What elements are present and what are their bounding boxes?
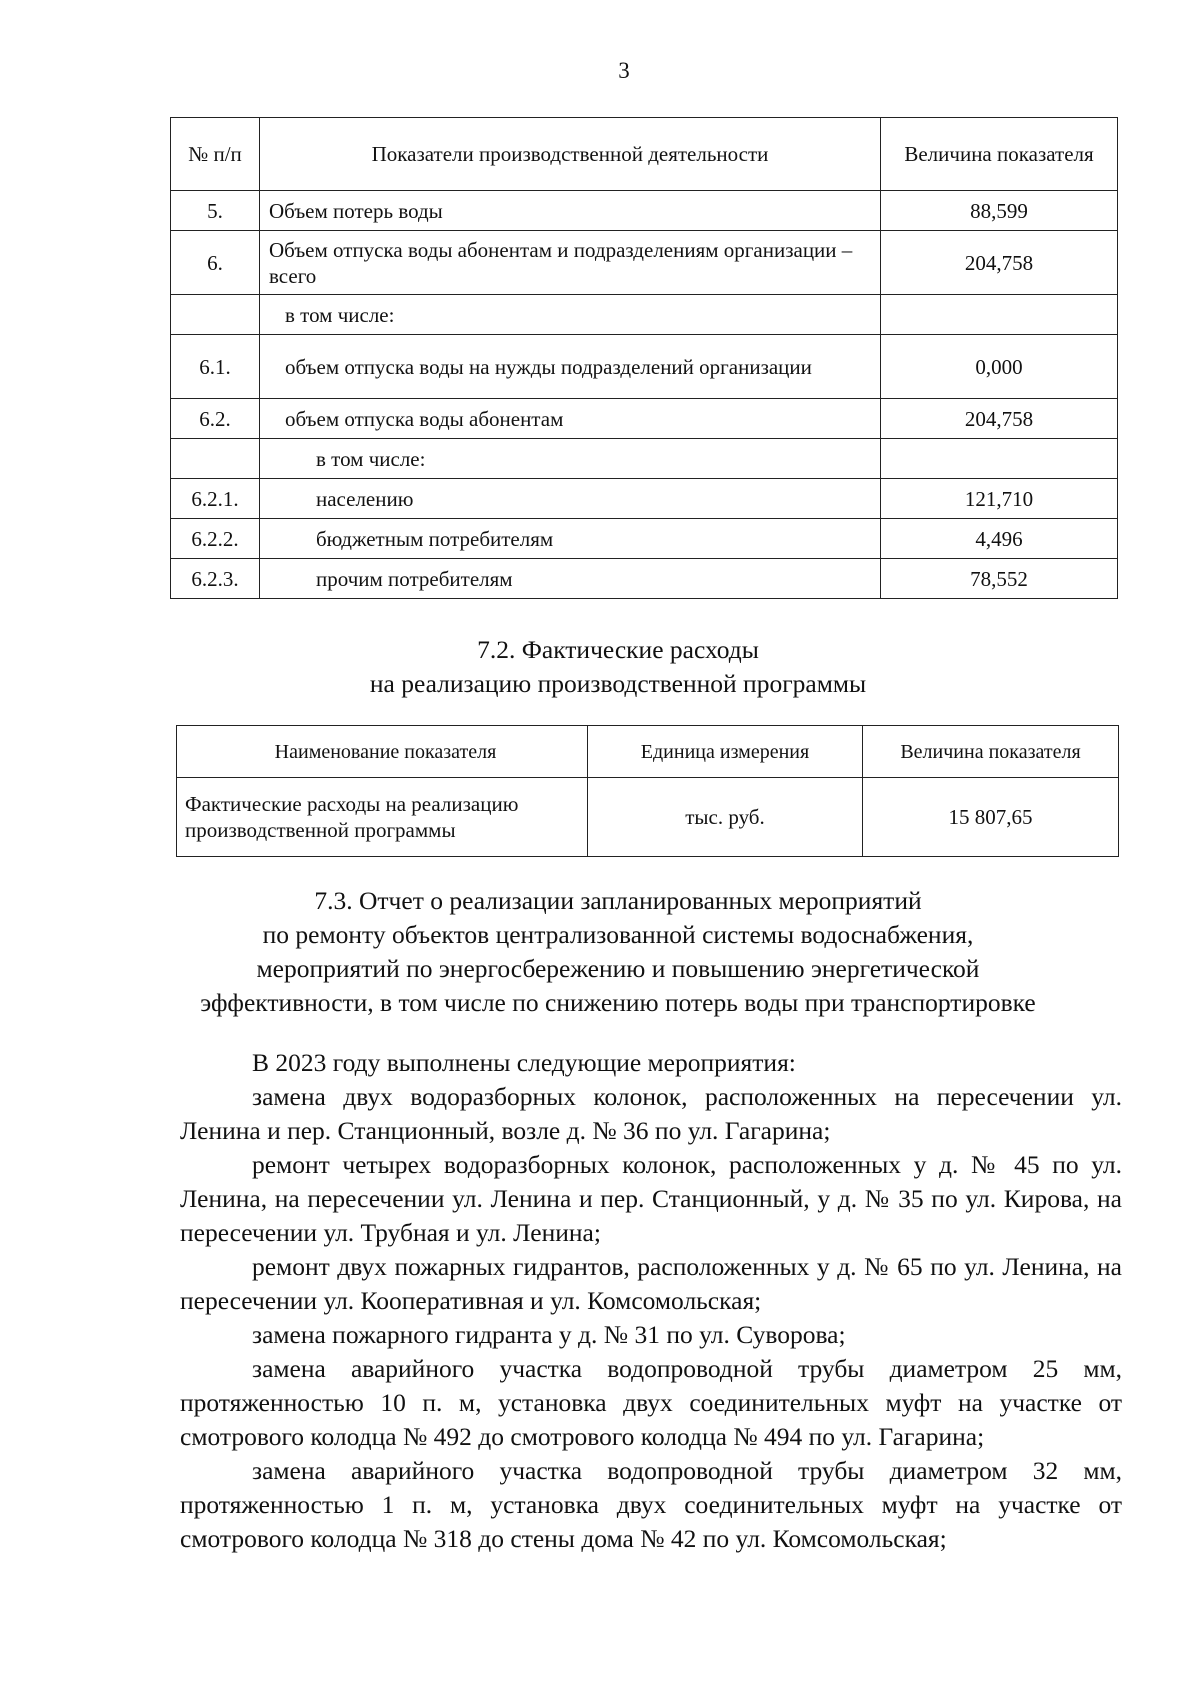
section-7-3-title-line: мероприятий по энергосбережению и повышению энергетической [256, 954, 980, 983]
row-number: 6.2.2. [171, 519, 260, 559]
table-header-row [171, 118, 1118, 191]
section-7-3-title-line: 7.3. Отчет о реализации запланированных мероприятий [314, 886, 922, 915]
row-indicator: населению [260, 479, 881, 519]
table-row [171, 231, 1118, 295]
row-value: 204,758 [881, 399, 1118, 439]
row-value: 0,000 [881, 335, 1118, 399]
row-unit: тыс. руб. [588, 778, 863, 857]
table-row [171, 519, 1118, 559]
row-indicator: в том числе: [260, 439, 881, 479]
row-number [171, 295, 260, 335]
intro-paragraph: В 2023 году выполнены следующие мероприятия: [252, 1048, 796, 1077]
row-value [881, 295, 1118, 335]
measure-paragraph: замена аварийного участка водопроводной трубы диаметром 32 мм, протяженностью 1 п. м, установка двух соединительных муфт на участке от смотрового колодца № 318 до стены дома № 42 по ул. Комсомольская; [180, 1456, 1122, 1553]
row-value: 78,552 [881, 559, 1118, 599]
row-number [171, 439, 260, 479]
header-indicator: Показатели производственной деятельности [260, 118, 881, 191]
row-number: 6.2.1. [171, 479, 260, 519]
measure-paragraph: ремонт двух пожарных гидрантов, расположенных у д. № 65 по ул. Ленина, на пересечении ул. Кооперативная и ул. Комсомольская; [180, 1252, 1122, 1315]
table-row [171, 295, 1118, 335]
measure-paragraph: замена двух водоразборных колонок, расположенных на пересечении ул. Ленина и пер. Станционный, возле д. № 36 по ул. Гагарина; [180, 1082, 1122, 1145]
row-indicator: прочим потребителям [260, 559, 881, 599]
header-value: Величина показателя [881, 118, 1118, 191]
row-value: 121,710 [881, 479, 1118, 519]
section-7-3-title-line: эффективности, в том числе по снижению потерь воды при транспортировке [200, 988, 1036, 1017]
measure-paragraph: замена аварийного участка водопроводной трубы диаметром 25 мм, протяженностью 10 п. м, установка двух соединительных муфт на участке от смотрового колодца № 492 до смотрового колодца № 494 по ул. Гагарина; [180, 1354, 1122, 1451]
table-row [171, 191, 1118, 231]
header-unit: Единица измерения [588, 726, 863, 778]
measures-list [180, 1046, 1122, 1556]
page-number: 3 [618, 58, 630, 83]
header-number: № п/п [171, 118, 260, 191]
row-value: 4,496 [881, 519, 1118, 559]
row-number: 6.2. [171, 399, 260, 439]
row-indicator-name: Фактические расходы на реализацию производственной программы [177, 778, 588, 857]
section-7-3-heading [0, 884, 1200, 1020]
table-row [171, 399, 1118, 439]
row-indicator: в том числе: [260, 295, 881, 335]
row-value [881, 439, 1118, 479]
row-value: 15 807,65 [863, 778, 1119, 857]
table-row [171, 559, 1118, 599]
row-indicator: объем отпуска воды на нужды подразделений организации [260, 335, 881, 399]
row-value: 204,758 [881, 231, 1118, 295]
row-number: 6.2.3. [171, 559, 260, 599]
row-indicator: объем отпуска воды абонентам [260, 399, 881, 439]
row-indicator: бюджетным потребителям [260, 519, 881, 559]
measure-paragraph: замена пожарного гидранта у д. № 31 по ул. Суворова; [252, 1320, 846, 1349]
row-number: 6.1. [171, 335, 260, 399]
production-indicators-table [170, 117, 1118, 599]
table-row [177, 778, 1119, 857]
table-row [171, 439, 1118, 479]
table-header-row [177, 726, 1119, 778]
section-7-2-heading [0, 633, 1200, 701]
section-7-2-title-line: 7.2. Фактические расходы [477, 635, 759, 664]
section-7-3-title-line: по ремонту объектов централизованной системы водоснабжения, [262, 920, 974, 949]
row-indicator: Объем отпуска воды абонентам и подразделениям организации – всего [260, 231, 881, 295]
table-row [171, 479, 1118, 519]
actual-expenses-table [176, 725, 1119, 857]
section-7-2-title-line: на реализацию производственной программы [369, 669, 867, 698]
header-indicator-name: Наименование показателя [177, 726, 588, 778]
row-number: 6. [171, 231, 260, 295]
header-value: Величина показателя [863, 726, 1119, 778]
row-number: 5. [171, 191, 260, 231]
row-indicator: Объем потерь воды [260, 191, 881, 231]
table-row [171, 335, 1118, 399]
measure-paragraph: ремонт четырех водоразборных колонок, расположенных у д. № 45 по ул. Ленина, на пересечении ул. Ленина и пер. Станционный, у д. № 35 по ул. Кирова, на пересечении ул. Трубная и ул. Ленина; [180, 1150, 1122, 1247]
row-value: 88,599 [881, 191, 1118, 231]
